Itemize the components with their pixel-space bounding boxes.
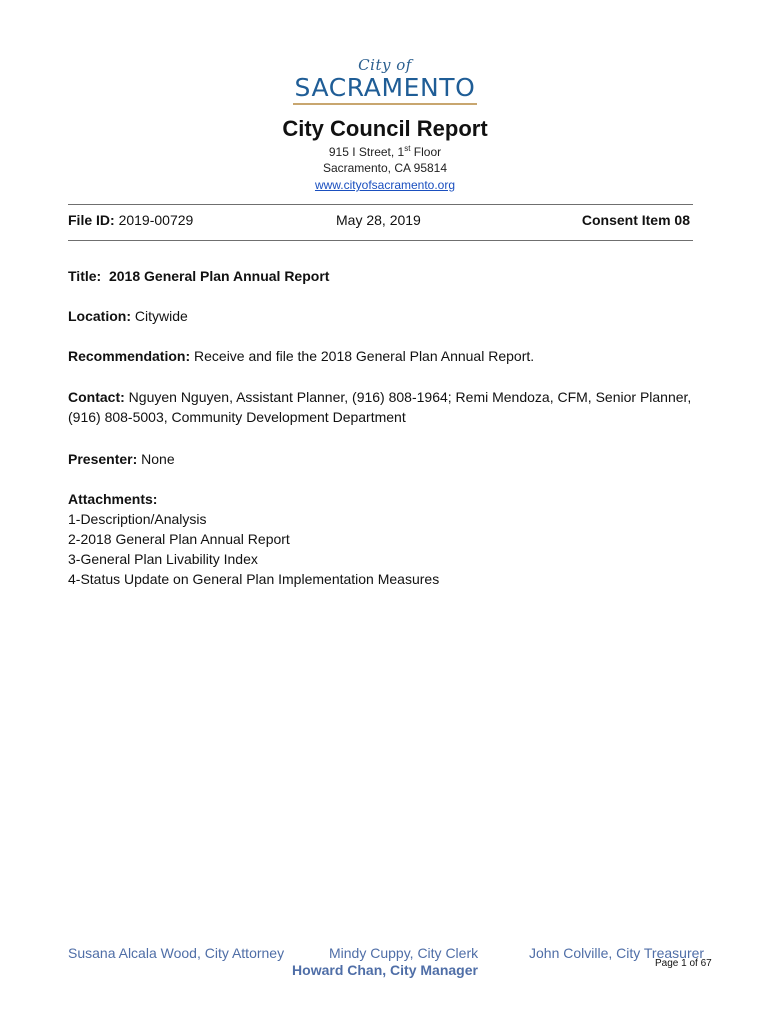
contact-label: Contact: bbox=[68, 389, 125, 405]
file-id-value: 2019-00729 bbox=[118, 212, 194, 228]
address-line-1 bbox=[0, 144, 770, 159]
address-floor: Floor bbox=[410, 145, 442, 159]
title-value: 2018 General Plan Annual Report bbox=[108, 268, 330, 284]
attachments-field bbox=[68, 489, 693, 589]
consent-item: Consent Item 08 bbox=[581, 212, 690, 228]
address-street: 915 I Street, 1 bbox=[328, 145, 405, 159]
report-title: City Council Report bbox=[282, 116, 488, 141]
location-value: Citywide bbox=[134, 308, 188, 324]
location-field bbox=[68, 306, 693, 326]
file-id-label: File ID: bbox=[68, 212, 115, 228]
location-label: Location: bbox=[68, 308, 131, 324]
presenter-field bbox=[68, 449, 693, 469]
address-floor-ordinal: st bbox=[404, 144, 411, 153]
title-label: Title: bbox=[68, 268, 102, 284]
logo-sacramento-text: SACRAMENTO bbox=[294, 73, 476, 102]
address-line-2: Sacramento, CA 95814 bbox=[322, 161, 448, 175]
presenter-value: None bbox=[141, 451, 175, 467]
file-id bbox=[68, 212, 193, 228]
footer-city-manager: Howard Chan, City Manager bbox=[292, 962, 478, 978]
contact-field bbox=[68, 387, 693, 427]
attachment-item: 2-2018 General Plan Annual Report bbox=[68, 531, 290, 547]
attachment-item: 3-General Plan Livability Index bbox=[68, 551, 258, 567]
page-number: Page 1 of 67 bbox=[655, 958, 712, 969]
meeting-date: May 28, 2019 bbox=[336, 212, 421, 228]
footer-city-treasurer: John Colville, City Treasurer bbox=[529, 945, 705, 961]
presenter-label: Presenter: bbox=[68, 451, 138, 467]
attachment-item: 1-Description/Analysis bbox=[68, 511, 207, 527]
footer-city-attorney: Susana Alcala Wood, City Attorney bbox=[68, 945, 285, 961]
attachments-label: Attachments: bbox=[68, 491, 158, 507]
city-logo bbox=[290, 56, 480, 106]
recommendation-value: Receive and file the 2018 General Plan Annual Report. bbox=[194, 348, 535, 364]
contact-value: Nguyen Nguyen, Assistant Planner, (916) 808-1964; Remi Mendoza, CFM, Senior Planner, (916) 808-5003, Community Development Department bbox=[68, 389, 692, 425]
file-info-top-rule bbox=[68, 204, 693, 205]
website-link[interactable]: www.cityofsacramento.org bbox=[314, 178, 456, 192]
footer-city-clerk: Mindy Cuppy, City Clerk bbox=[329, 945, 479, 961]
attachment-item: 4-Status Update on General Plan Implementation Measures bbox=[68, 571, 440, 587]
recommendation-label: Recommendation: bbox=[68, 348, 191, 364]
website-line bbox=[0, 178, 770, 192]
logo-city-of-text: City of bbox=[358, 56, 412, 74]
file-info-bottom-rule bbox=[68, 240, 693, 241]
title-field bbox=[68, 266, 693, 286]
logo-underline bbox=[293, 103, 477, 105]
recommendation-field bbox=[68, 346, 693, 366]
